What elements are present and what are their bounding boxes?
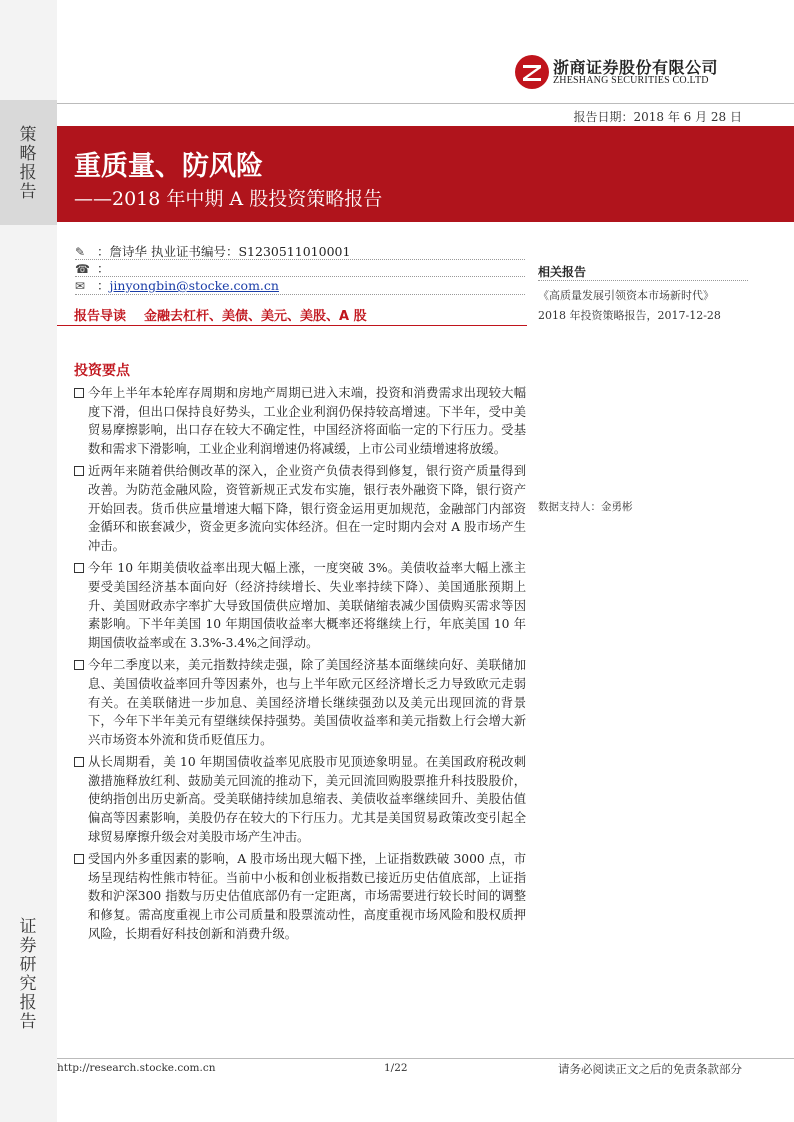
bullet-text: 今年二季度以来，美元指数持续走强，除了美国经济基本面继续向好、美联储加息、美国债收益率回升等因素外，也与上半年欧元区经济增长乏力导致欧元走弱有关。在美联储进一步加息、美国经济增长继续强劲以及美元出现回流的背景下，今年下半年美元有望继续保持强势。美国债收益率和美元指数上行会增大新兴市场资本外流和货币贬值压力。 [88,658,526,747]
phone-info [75,259,110,277]
list-item [74,462,526,555]
checkbox-bullet-icon [74,563,84,573]
company-name-en: ZHESHANG SECURITIES CO.LTD [553,75,709,86]
pen-icon: ✎ [75,245,86,259]
phone-icon: ☎ [75,262,90,276]
list-item [74,384,526,458]
email-info [75,276,279,294]
mail-icon: ✉ [75,279,86,293]
email-link[interactable]: jinyongbin@stocke.com.cn [109,278,279,293]
bullet-text: 近两年来随着供给侧改革的深入，企业资产负债表得到修复，银行资产质量得到改善。为防范金融风险，资管新规正式发布实施，银行表外融资下降，银行资产开始回表。货币供应量增速大幅下降，银行资金运用更加规范，金融部门内部资金循环和嵌套减少，资金更多流向实体经济。但在一定时期内会对 A 股市场产生冲击。 [88,464,526,553]
author-divider [75,259,525,260]
list-item [74,850,526,943]
list-item [74,559,526,652]
bullet-text: 受国内外多重因素的影响，A 股市场出现大幅下挫，上证指数跌破 3000 点，市场呈现结构性熊市特征。当前中小板和创业板指数已接近历史估值底部，上证指数和沪深300 指数与历史估值底部仍有一定距离，市场需要进行较长时间的调整和修复。需高度重视上市公司质量和股票流动性，高度重视市场风险和股权质押风险，长期看好科技创新和消费升级。 [88,852,526,941]
footer-disclaimer: 请务必阅读正文之后的免责条款部分 [558,1062,742,1076]
company-name-cn: 浙商证券股份有限公司 [553,58,719,77]
sidebar-research-label: 证 券 研 究 报 告 [19,917,37,1032]
report-date: 报告日期：2018 年 6 月 28 日 [573,110,742,124]
phone-value: ： [97,261,110,276]
data-support: 数据支持人：金勇彬 [538,501,633,513]
checkbox-bullet-icon [74,660,84,670]
header-divider [57,103,794,104]
bullet-text: 从长周期看，美 10 年期国债收益率见底股市见顶迹象明显。在美国政府税改刺激措施释放红利、鼓励美元回流的推动下，美元回流回购股票推升科技股股价，使纳指创出历史新高。受美联储持续加息缩表、美债收益率继续回升、美股估值偏高等因素影响，美股仍存在较大的下行压力。尤其是美国贸易政策改变引起全球贸易摩擦升级会对美股市场产生冲击。 [88,755,526,844]
list-item [74,656,526,749]
company-logo-icon [514,54,550,90]
guide-keywords: 金融去杠杆、美债、美元、美股、A 股 [144,309,367,324]
report-subtitle: ——2018 年中期 A 股投资策略报告 [74,188,383,210]
email-prefix: ： [97,278,110,293]
checkbox-bullet-icon [74,757,84,767]
list-item [74,753,526,846]
related-report-date: 2018 年投资策略报告，2017-12-28 [538,309,721,322]
report-guide [74,305,367,324]
checkbox-bullet-icon [74,854,84,864]
investment-highlights-title: 投资要点 [74,363,130,379]
email-divider [75,294,525,295]
related-divider [538,280,748,281]
guide-divider [57,325,527,326]
checkbox-bullet-icon [74,388,84,398]
bullet-text: 今年上半年本轮库存周期和房地产周期已进入末端，投资和消费需求出现较大幅度下滑，但出口保持良好势头，工业企业利润仍保持较高增速。下半年，受中美贸易摩擦影响，出口存在较大不确定性，中国经济将面临一定的下行压力。受基数和需求下滑影响，工业企业利润增速仍将减缓，上市公司业绩增速将放缓。 [88,386,526,456]
related-report-link[interactable]: 《高质量发展引领资本市场新时代》 [538,289,714,302]
investment-highlights-list [74,384,526,947]
footer-divider [57,1058,794,1059]
page-number: 1/22 [384,1062,408,1074]
author-info [75,242,350,260]
checkbox-bullet-icon [74,466,84,476]
guide-label: 报告导读 [74,309,127,324]
related-reports-title: 相关报告 [538,265,587,279]
bullet-text: 今年 10 年期美债收益率出现大幅上涨，一度突破 3%。美债收益率大幅上涨主要受美国经济基本面向好（经济持续增长、失业率持续下降）、美国通胀预期上升、美国财政赤字率扩大导致国债供应增加、美联储缩表减少国债购买需求等因素影响。下半年美国 10 年期国债收益率大概率还将继续上行，年底美国 10 年期国债收益率或在 3.3%-3.4%之间浮动。 [88,561,526,650]
sidebar-report-type: 策 略 报 告 [19,125,37,202]
author-name: ：詹诗华 执业证书编号：S1230511010001 [97,244,351,259]
report-title: 重质量、防风险 [74,151,263,182]
footer-url[interactable]: http://research.stocke.com.cn [57,1062,216,1074]
